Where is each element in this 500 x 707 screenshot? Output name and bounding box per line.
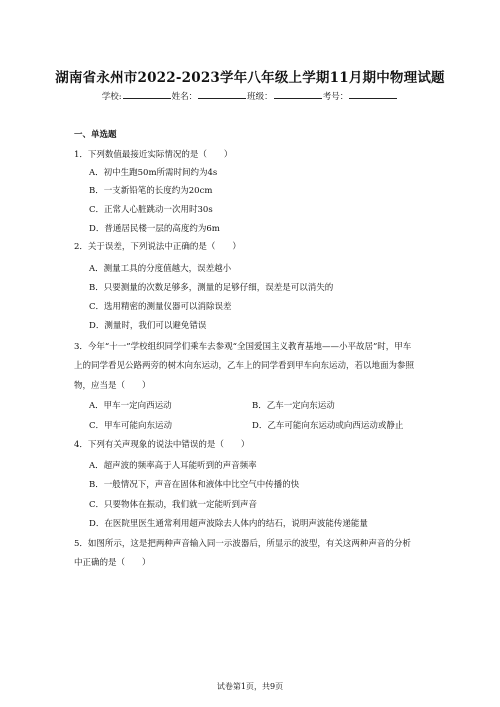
- question-1-option-c: C．正常人心脏跳动一次用时30s: [89, 205, 213, 215]
- question-2-stem: 2．关于误差，下列说法中正确的是（ ）: [74, 242, 241, 252]
- question-3-stem-line-1: 3．今年“十一”学校组织同学们乘车去参观“全国爱国主义教育基地——小平故居”时，甲车: [74, 342, 412, 352]
- exam-no-label: 考号：: [322, 92, 349, 102]
- name-blank[interactable]: [198, 89, 246, 99]
- school-label: 学校:: [101, 92, 122, 102]
- page-footer: 试卷第1页，共9页: [216, 682, 284, 691]
- question-1-stem: 1．下列数值最接近实际情况的是（ ）: [74, 150, 233, 160]
- question-4-option-c: C．只要物体在振动，我们就一定能听到声音: [89, 500, 258, 510]
- student-info-line: [0, 89, 500, 102]
- question-4-option-d: D．在医院里医生通常利用超声波除去人体内的结石，说明声波能传递能量: [89, 519, 368, 529]
- question-3-option-d: D．乙车可能向东运动或向西运动或静止: [252, 421, 404, 431]
- exam-no-blank[interactable]: [349, 89, 397, 99]
- page-title: 湖南省永州市2022-2023学年八年级上学期11月期中物理试题: [55, 70, 445, 86]
- question-2-option-a: A．测量工具的分度值越大，误差越小: [89, 264, 232, 274]
- question-2-option-c: C．选用精密的测量仪器可以消除误差: [89, 302, 232, 312]
- question-3-option-a: A．甲车一定向西运动: [89, 401, 172, 411]
- question-1-option-d: D．普通居民楼一层的高度约为6m: [89, 224, 220, 234]
- question-3-stem-line-2: 上的同学看见公路两旁的树木向东运动，乙车上的同学看到甲车向东运动，若以地面为参照: [74, 361, 415, 371]
- school-blank[interactable]: [123, 89, 171, 99]
- question-5-stem-line-1: 5．如图所示，这是把两种声音输入同一示波器后，所显示的波型，有关这两种声音的分析: [74, 539, 411, 549]
- name-label: 姓名：: [171, 92, 198, 102]
- class-blank[interactable]: [274, 89, 322, 99]
- question-2-option-d: D．测量时，我们可以避免错误: [89, 321, 207, 331]
- question-4-stem: 4．下列有关声现象的说法中错误的是（ ）: [74, 440, 250, 450]
- question-3-stem-line-3: 物，应当是（ ）: [74, 381, 151, 391]
- question-1-option-b: B．一支新铅笔的长度约为20cm: [89, 186, 213, 196]
- question-4-option-a: A．超声波的频率高于人耳能听到的声音频率: [89, 461, 257, 471]
- question-3-option-b: B．乙车一定向东运动: [252, 401, 335, 411]
- question-5-stem-line-2: 中正确的是（ ）: [74, 558, 151, 568]
- section-heading: 一、单选题: [74, 130, 117, 140]
- class-label: 班级：: [247, 92, 273, 102]
- question-4-option-b: B．一般情况下，声音在固体和液体中比空气中传播的快: [89, 480, 300, 490]
- question-3-option-c: C．甲车可能向东运动: [89, 421, 173, 431]
- question-2-option-b: B．只要测量的次数足够多，测量的足够仔细，误差是可以消失的: [89, 283, 334, 293]
- question-1-option-a: A．初中生跑50m所需时间约为4s: [89, 168, 218, 178]
